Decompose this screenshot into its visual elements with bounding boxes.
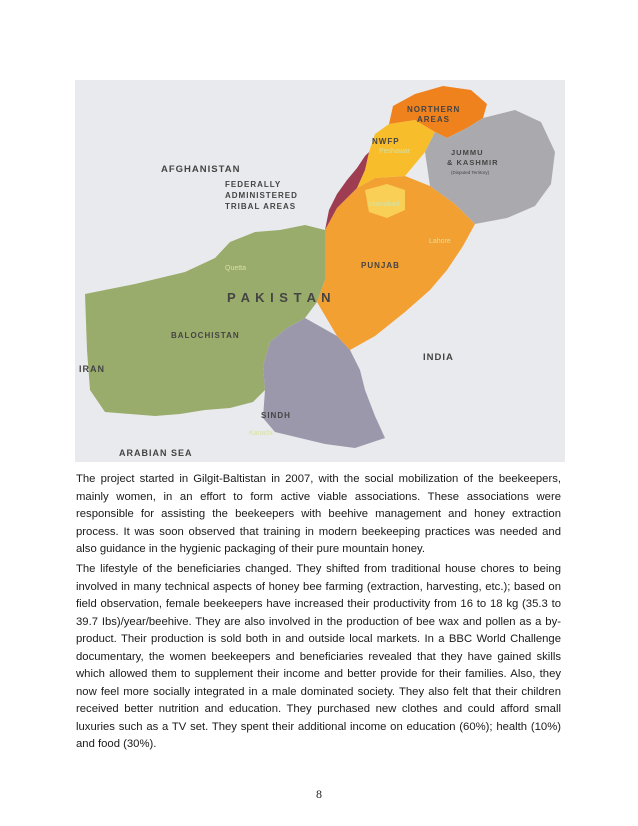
pakistan-map (75, 80, 565, 462)
map-svg (75, 80, 565, 462)
label-iran: IRAN (79, 364, 105, 374)
label-jk-line2: & KASHMIR (447, 158, 499, 167)
label-fata-line3: TRIBAL AREAS (225, 202, 297, 211)
label-arabian-sea: ARABIAN SEA (119, 448, 193, 458)
label-northern-line1: NORTHERN (407, 105, 461, 114)
label-jk-line1: JUMMU (451, 148, 484, 157)
label-fata-line2: ADMINISTERED (225, 191, 298, 200)
label-northern-line2: AREAS (417, 115, 451, 124)
city-quetta: Quetta (225, 265, 247, 272)
label-india: INDIA (423, 352, 454, 363)
paragraph-lifestyle: The lifestyle of the beneficiaries changed. They shifted from traditional house chores to being involved in many technical aspects of honey bee farming (extraction, harvesting, etc.); based on field observation, female beekeepers have increased their productivity from 16 to 18 kg (35.3 to 39.7 Ibs)/year/beehive. They are also involved in the production of bee wax and pollen as a by-product. Their production is sold both in and outside local markets. In a BBC World Challenge documentary, the women beekeepers and beneficiaries revealed that they have gained skills which allowed them to supplement their income and better provide for their families. Also, they now feel more socially integrated in a male dominated society. They also felt that their children received better nutrition and education. They purchased new clothes and could afford small luxuries such as a TV set. They spent their additional income on education (60%); health (10%) and food (30%). (76, 563, 561, 750)
label-punjab: PUNJAB (361, 261, 400, 270)
page-number: 8 (316, 787, 322, 801)
label-balochistan: BALOCHISTAN (171, 331, 240, 340)
city-lahore: Lahore (429, 238, 451, 245)
city-islamabad: Islamabad (367, 201, 400, 208)
city-peshawar: Peshawar (379, 148, 411, 155)
label-fata-line1: FEDERALLY (225, 180, 282, 189)
label-sindh: SINDH (261, 411, 291, 420)
city-karachi: Karachi (249, 430, 273, 437)
label-jk-sub: (Disputed Territory) (451, 170, 490, 175)
label-nwfp: NWFP (372, 137, 400, 146)
paragraph-project-start: The project started in Gilgit-Baltistan in 2007, with the social mobilization of the beekeepers, mainly women, in an effort to form active viable associations. These associations were responsible for assisting the beekeepers with beehive management and honey extraction process. It was soon observed that training in modern beekeeping practices was needed and also guidance in the hygienic packaging of their pure mountain honey. (76, 473, 561, 555)
label-pakistan: P A K I S T A N (227, 290, 332, 305)
label-afghanistan: AFGHANISTAN (161, 164, 241, 175)
